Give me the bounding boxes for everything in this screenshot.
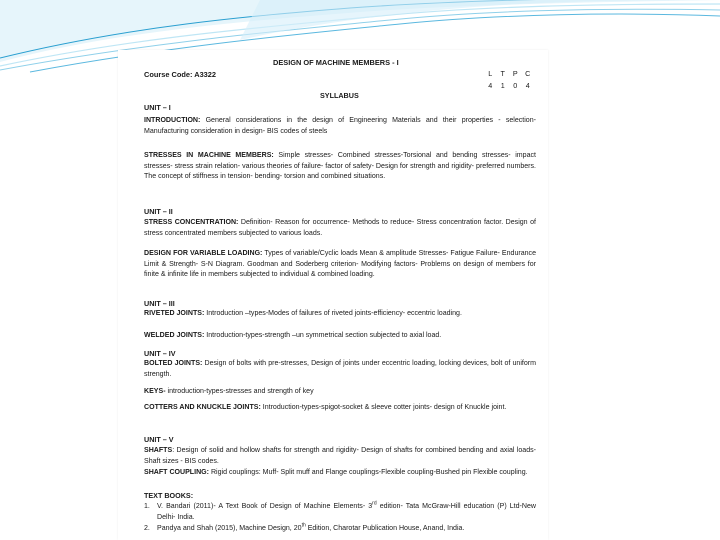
text-book-item <box>144 524 536 535</box>
section-cotter-joints: COTTERS AND KNUCKLE JOINTS: Introduction-types-spigot-socket & sleeve cotter joints- design of Knuckle joint. <box>144 404 507 411</box>
section-keys: KEYS- introduction-types-stresses and strength of key <box>144 388 314 395</box>
course-title: DESIGN OF MACHINE MEMBERS - I <box>273 58 399 67</box>
unit-heading: UNIT – V <box>144 435 174 444</box>
ltpc-label: L <box>488 69 493 78</box>
unit-heading: UNIT – IV <box>144 349 176 358</box>
ltpc-value: 0 <box>513 81 518 90</box>
unit-heading: UNIT – III <box>144 299 175 308</box>
syllabus-heading: SYLLABUS <box>320 91 359 100</box>
section-welded-joints: WELDED JOINTS: Introduction-types-strength –un symmetrical section subjected to axial load. <box>144 332 442 339</box>
ltpc-label: P <box>512 69 518 78</box>
ltpc-label: C <box>525 69 531 78</box>
text-book-citation: V. Bandari (2011)- A Text Book of Design of Machine Elements- 3rd edition- Tata McGraw-Hill education (P) Ltd-New Delhi- India. <box>157 500 536 521</box>
unit-heading: UNIT – II <box>144 207 173 216</box>
section-shaft-coupling: SHAFT COUPLING: Rigid couplings: Muff- Split muff and Flange couplings-Flexible coupling-Bushed pin Flexible coupling. <box>144 469 528 476</box>
unit-heading: UNIT – I <box>144 103 171 112</box>
section-stresses: STRESSES IN MACHINE MEMBERS: Simple stresses- Combined stresses-Torsional and bending stresses- impact stresses- stress strain relation- various theories of failure- factor of safety- Design for strength and rigidity- preferred numbers. The concept of stiffness in tension- bending- torsion and combined situations. <box>144 152 537 181</box>
section-introduction: INTRODUCTION: General considerations in the design of Engineering Materials and their properties - selection- Manufacturing consideration in design- BIS codes of steels <box>144 117 536 135</box>
text-book-number: 2. <box>144 525 150 532</box>
text-book-number: 1. <box>144 503 150 510</box>
ltpc-label: T <box>500 69 505 78</box>
text-books-heading: TEXT BOOKS: <box>144 491 194 500</box>
section-bolted-joints: BOLTED JOINTS: Design of bolts with pre-stresses, Design of joints under eccentric loading, locking devices, bolt of uniform strength. <box>144 360 536 378</box>
syllabus-page <box>118 50 548 540</box>
course-code: Course Code: A3322 <box>144 70 217 79</box>
section-stress-concentration: STRESS CONCENTRATION: Definition- Reason for occurrence- Methods to reduce- Stress concentration factor. Design of stress concentrated members subjected to various loads. <box>144 219 536 237</box>
ltpc-value: 1 <box>500 81 505 90</box>
ltpc-labels <box>484 68 534 80</box>
wave-fill <box>240 0 720 40</box>
ltpc-table <box>484 68 534 92</box>
section-shafts: SHAFTS: Design of solid and hollow shafts for strength and rigidity- Design of shafts for combined bending and axial loads-Shaft sizes - BIS codes. <box>144 447 536 465</box>
section-riveted-joints: RIVETED JOINTS: Introduction –types-Modes of failures of riveted joints-efficiency- eccentric loading. <box>144 310 462 317</box>
ltpc-value: 4 <box>488 81 493 90</box>
ltpc-value: 4 <box>525 81 530 90</box>
section-variable-loading: DESIGN FOR VARIABLE LOADING: Types of variable/Cyclic loads Mean & amplitude Stresses- Fatigue Failure- Endurance Limit & Strength- S-N Diagram. Goodman and Soderberg criterion- Modifying factors- Problems on design of members for finite & infinite life in members subjected to individual & combined loading. <box>144 250 536 279</box>
text-book-item <box>144 502 536 523</box>
ltpc-values <box>484 80 534 92</box>
text-book-citation: Pandya and Shah (2015), Machine Design, 20th Edition, Charotar Publication House, Anand, India. <box>157 522 465 532</box>
